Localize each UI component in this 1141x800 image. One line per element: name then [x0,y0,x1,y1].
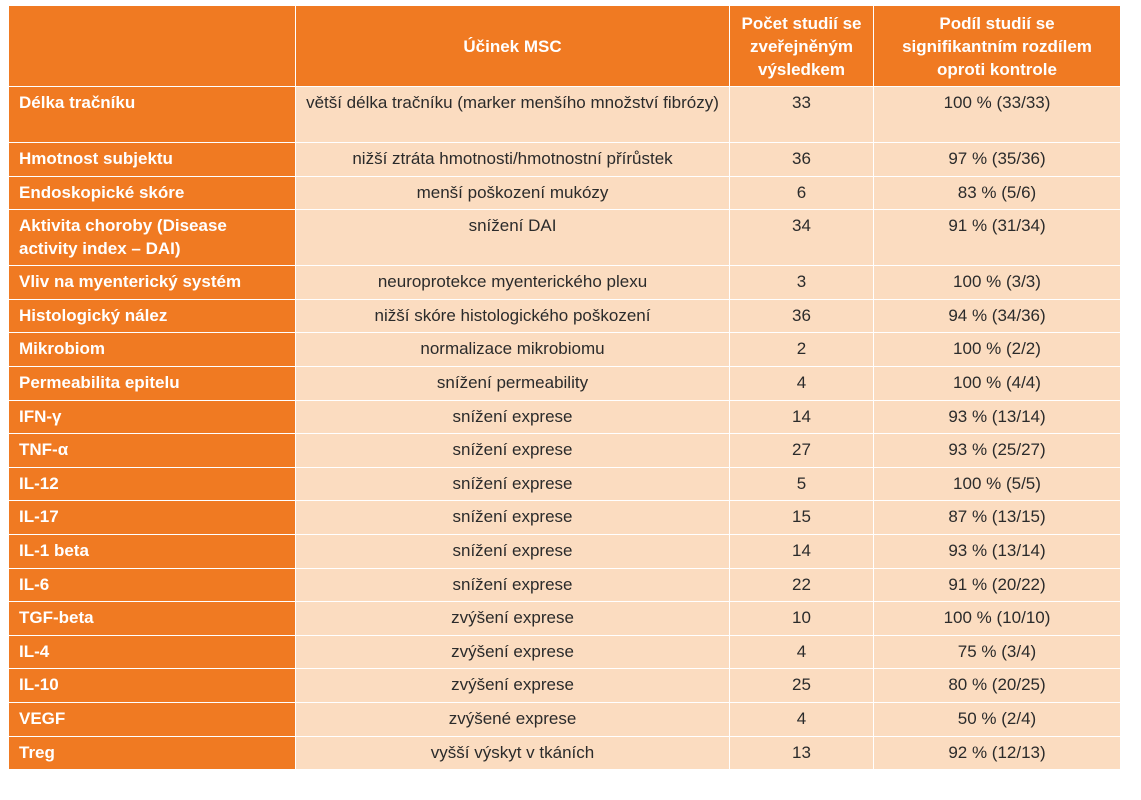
row-parameter: Aktivita choroby (Disease activity index – DAI) [9,210,296,266]
row-parameter: IL-6 [9,568,296,602]
row-share: 93 % (25/27) [874,434,1121,468]
row-parameter: Permeabilita epitelu [9,366,296,400]
row-share: 93 % (13/14) [874,400,1121,434]
row-share: 93 % (13/14) [874,534,1121,568]
table-row [9,87,1121,143]
table-row [9,176,1121,210]
row-effect: snížení exprese [296,568,730,602]
row-effect: zvýšení exprese [296,635,730,669]
table-row [9,210,1121,266]
row-count: 6 [730,176,874,210]
row-effect: snížení exprese [296,501,730,535]
table-row [9,143,1121,177]
row-effect: snížení permeability [296,366,730,400]
table-row [9,669,1121,703]
row-parameter: Endoskopické skóre [9,176,296,210]
row-share: 80 % (20/25) [874,669,1121,703]
row-share: 75 % (3/4) [874,635,1121,669]
header-row [9,6,1121,87]
table-body [9,87,1121,770]
row-parameter: IL-1 beta [9,534,296,568]
table-row [9,266,1121,300]
table-row [9,467,1121,501]
row-parameter: IL-12 [9,467,296,501]
row-parameter: IFN-γ [9,400,296,434]
row-parameter: Délka tračníku [9,87,296,143]
row-count: 25 [730,669,874,703]
table-row [9,366,1121,400]
row-share: 91 % (31/34) [874,210,1121,266]
table-row [9,635,1121,669]
row-share: 100 % (2/2) [874,333,1121,367]
row-count: 36 [730,143,874,177]
row-count: 4 [730,366,874,400]
row-parameter: Hmotnost subjektu [9,143,296,177]
row-count: 15 [730,501,874,535]
row-count: 4 [730,635,874,669]
row-share: 94 % (34/36) [874,299,1121,333]
row-effect: menší poškození mukózy [296,176,730,210]
row-share: 100 % (5/5) [874,467,1121,501]
table-row [9,299,1121,333]
row-effect: nižší skóre histologického poškození [296,299,730,333]
table-row [9,333,1121,367]
table-row [9,602,1121,636]
table-row [9,434,1121,468]
row-share: 87 % (13/15) [874,501,1121,535]
row-count: 36 [730,299,874,333]
row-effect: snížení exprese [296,467,730,501]
row-share: 50 % (2/4) [874,702,1121,736]
row-count: 33 [730,87,874,143]
row-effect: zvýšené exprese [296,702,730,736]
results-table [8,5,1121,770]
row-share: 100 % (4/4) [874,366,1121,400]
row-count: 2 [730,333,874,367]
table-row [9,702,1121,736]
row-count: 14 [730,534,874,568]
row-effect: vyšší výskyt v tkáních [296,736,730,770]
row-effect: neuroprotekce myenterického plexu [296,266,730,300]
row-share: 91 % (20/22) [874,568,1121,602]
table-row [9,501,1121,535]
row-count: 14 [730,400,874,434]
header-effect: Účinek MSC [296,6,730,87]
row-share: 92 % (12/13) [874,736,1121,770]
table-row [9,400,1121,434]
row-parameter: IL-4 [9,635,296,669]
header-count: Počet studií se zveřejněným výsledkem [730,6,874,87]
header-share: Podíl studií se signifikantním rozdílem oproti kontrole [874,6,1121,87]
row-count: 13 [730,736,874,770]
row-effect: snížení exprese [296,534,730,568]
row-count: 10 [730,602,874,636]
row-effect: větší délka tračníku (marker menšího množství fibrózy) [296,87,730,143]
row-effect: snížení exprese [296,400,730,434]
row-effect: snížení DAI [296,210,730,266]
row-share: 100 % (33/33) [874,87,1121,143]
row-count: 4 [730,702,874,736]
row-share: 100 % (3/3) [874,266,1121,300]
row-parameter: Vliv na myenterický systém [9,266,296,300]
table-row [9,534,1121,568]
row-parameter: TNF-α [9,434,296,468]
row-effect: snížení exprese [296,434,730,468]
row-count: 22 [730,568,874,602]
row-parameter: IL-10 [9,669,296,703]
row-parameter: IL-17 [9,501,296,535]
row-share: 97 % (35/36) [874,143,1121,177]
row-share: 100 % (10/10) [874,602,1121,636]
row-parameter: Mikrobiom [9,333,296,367]
header-parameter [9,6,296,87]
row-parameter: Treg [9,736,296,770]
row-parameter: TGF-beta [9,602,296,636]
row-count: 34 [730,210,874,266]
row-effect: zvýšení exprese [296,602,730,636]
row-effect: zvýšení exprese [296,669,730,703]
row-effect: normalizace mikrobiomu [296,333,730,367]
table-row [9,736,1121,770]
row-parameter: VEGF [9,702,296,736]
row-count: 3 [730,266,874,300]
row-share: 83 % (5/6) [874,176,1121,210]
table-row [9,568,1121,602]
row-parameter: Histologický nález [9,299,296,333]
row-effect: nižší ztráta hmotnosti/hmotnostní přírůstek [296,143,730,177]
row-count: 27 [730,434,874,468]
row-count: 5 [730,467,874,501]
